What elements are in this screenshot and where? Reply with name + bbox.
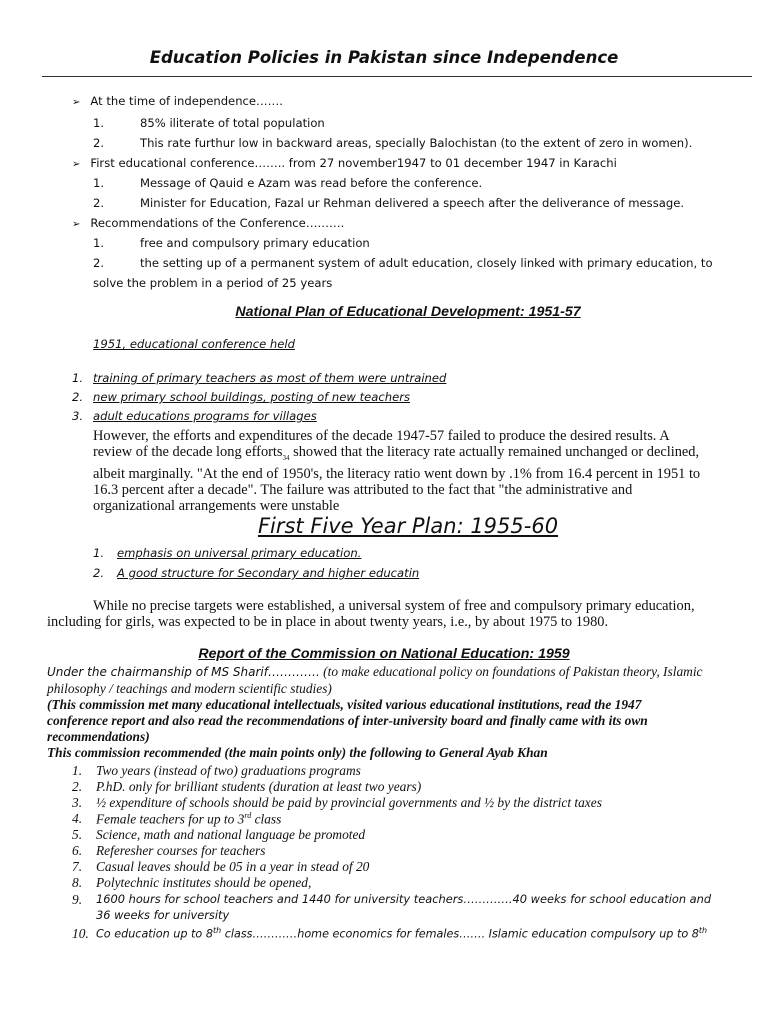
list-item-text: Female teachers for up to 3rd class bbox=[96, 811, 282, 827]
list-item: 2. bbox=[93, 566, 105, 580]
paragraph-decade-review: However, the efforts and expenditures of the decade 1947-57 failed to produce the desired results. A review of the decade long efforts$_{34}$ showed that the literacy rate actually remained unchanged or declined, albeit marginally. "At the end of 1950's, the literacy ratio went down by .1% from 16.4 percent in 1951 to 16.3 percent after a decade". The failure was attributed to the fact that "the administrative and organizational arrangements were unstable bbox=[93, 428, 701, 514]
list-item-continuation: solve the problem in a period of 25 years bbox=[93, 276, 333, 290]
list-item-text: Referesher courses for teachers bbox=[96, 843, 266, 858]
commission-note-line3: recommendations) bbox=[47, 729, 150, 744]
list-item: 1. bbox=[93, 546, 105, 560]
list-item-text: Science, math and national language be promoted bbox=[96, 827, 366, 842]
arrow-bullet-icon: ➢ bbox=[72, 97, 81, 108]
list-item-text: Two years (instead of two) graduations programs bbox=[96, 763, 361, 778]
list-item-text: Co education up to 8th class…………home economics for females……. Islamic education compulsory up to 8th bbox=[96, 926, 708, 941]
heading-national-plan: National Plan of Educational Development: 1951-57 bbox=[235, 304, 581, 320]
list-item-text: 85% iliterate of total population bbox=[140, 116, 325, 130]
list-item: 1. bbox=[93, 116, 105, 130]
list-item: 1. bbox=[93, 236, 105, 250]
list-item: 6. bbox=[72, 843, 83, 858]
list-item: 1. bbox=[72, 763, 83, 778]
list-item-continuation: 36 weeks for university bbox=[96, 908, 230, 922]
list-item-text: free and compulsory primary education bbox=[140, 236, 370, 250]
list-item-text: A good structure for Secondary and higher educatin bbox=[117, 566, 420, 580]
list-item-text: 1600 hours for school teachers and 1440 for university teachers………….40 weeks for school education and bbox=[96, 892, 712, 906]
commission-note-line1: (This commission met many educational intellectuals, visited various educational institutions, read the 1947 bbox=[47, 697, 642, 712]
list-item-text: P.hD. only for brilliant students (duration at least two years) bbox=[96, 779, 422, 794]
list-item-text: Message of Qauid e Azam was read before the conference. bbox=[140, 176, 483, 190]
commission-note-line2: conference report and also read the recommendations of inter-university board and finally came with its own bbox=[47, 713, 648, 728]
list-item: 3. bbox=[72, 409, 84, 423]
heading-first-five-year-plan: First Five Year Plan: 1955-60 bbox=[257, 514, 559, 538]
list-item: 3. bbox=[72, 795, 83, 810]
paragraph-targets-line2: including for girls, was expected to be in place in about twenty years, i.e., by about 1975 to 1980. bbox=[47, 614, 609, 630]
list-item-text: Minister for Education, Fazal ur Rehman delivered a speech after the deliverance of message. bbox=[140, 196, 685, 210]
list-item-text: Casual leaves should be 05 in a year in stead of 20 bbox=[96, 859, 370, 874]
subheading-1951-conference: 1951, educational conference held bbox=[93, 337, 295, 351]
list-item-text: ½ expenditure of schools should be paid by provincial governments and ½ by the district taxes bbox=[96, 795, 602, 810]
arrow-bullet-icon: ➢ bbox=[72, 219, 81, 230]
list-item: 2. bbox=[93, 136, 105, 150]
list-item-text: the setting up of a permanent system of adult education, closely linked with primary education, to bbox=[140, 256, 713, 270]
list-item: 8. bbox=[72, 875, 83, 890]
list-item: 2. bbox=[93, 256, 105, 270]
arrow-bullet-icon: ➢ bbox=[72, 159, 81, 170]
list-item-text: new primary school buildings, posting of new teachers bbox=[93, 390, 411, 404]
list-item: 2. bbox=[72, 390, 84, 404]
bullet-first-conference: ➢ First educational conference…….. from 27 november1947 to 01 december 1947 in Karachi bbox=[72, 156, 617, 170]
list-item: 9. bbox=[72, 892, 83, 907]
list-item: 2. bbox=[72, 779, 83, 794]
list-item: 5. bbox=[72, 827, 83, 842]
list-item-text: training of primary teachers as most of them were untrained bbox=[93, 371, 447, 385]
page-title: Education Policies in Pakistan since Independence bbox=[149, 48, 619, 67]
bullet-independence: ➢ At the time of independence……. bbox=[72, 94, 283, 108]
heading-commission-report: Report of the Commission on National Education: 1959 bbox=[198, 646, 570, 662]
list-item: 1. bbox=[72, 371, 84, 385]
bullet-recommendations: ➢ Recommendations of the Conference………. bbox=[72, 216, 345, 230]
list-item-text: adult educations programs for villages bbox=[93, 409, 317, 423]
list-item: 7. bbox=[72, 859, 83, 874]
list-item: 1. bbox=[93, 176, 105, 190]
list-item: 4. bbox=[72, 811, 83, 826]
paragraph-targets-line1: While no precise targets were established, a universal system of free and compulsory primary education, bbox=[93, 598, 695, 614]
commission-note-line4: This commission recommended (the main points only) the following to General Ayab Khan bbox=[47, 745, 548, 760]
title-divider bbox=[42, 76, 752, 77]
list-item: 2. bbox=[93, 196, 105, 210]
list-item-text: This rate furthur low in backward areas, specially Balochistan (to the extent of zero in women). bbox=[140, 136, 693, 150]
list-item: 10. bbox=[72, 926, 89, 941]
commission-intro: Under the chairmanship of MS Sharif…………. (to make educational policy on foundations of Pakistan theory, Islamic bbox=[47, 664, 703, 679]
list-item-text: Polytechnic institutes should be opened, bbox=[96, 875, 312, 890]
list-item-text: emphasis on universal primary education. bbox=[117, 546, 362, 560]
commission-intro-line2: philosophy / teachings and modern scientific studies) bbox=[47, 681, 332, 696]
